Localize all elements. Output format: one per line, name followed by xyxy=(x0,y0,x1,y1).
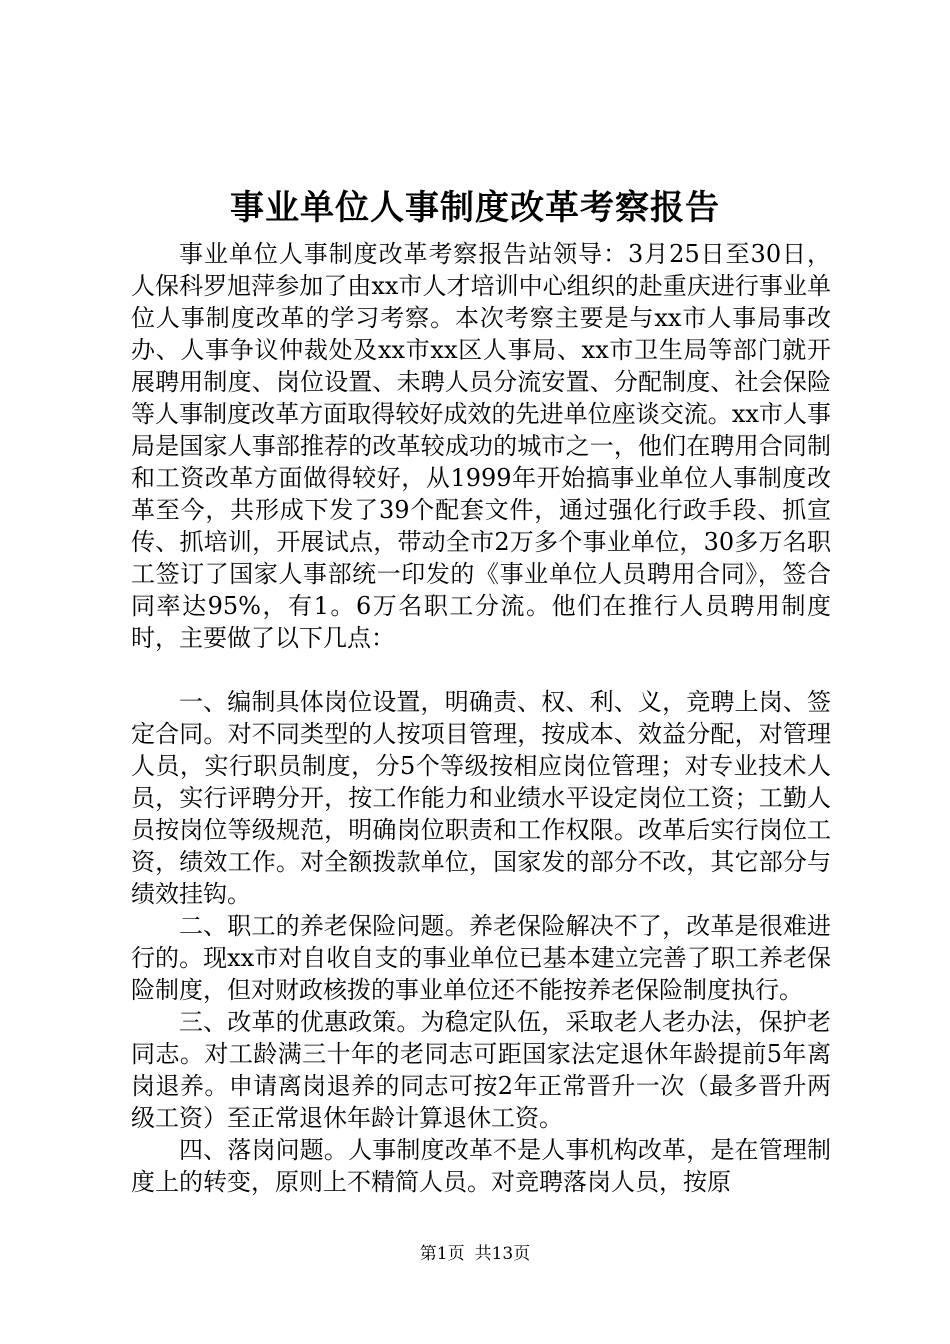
document-title: 事业单位人事制度改革考察报告 xyxy=(230,188,720,228)
paragraph-intro: 事业单位人事制度改革考察报告站领导：3月25日至30日，人保科罗旭萍参加了由xx市人才培训中心组织的赴重庆进行事业单位人事制度改革的学习考察。本次考察主要是与xx市人事局事改办、人事争议仲裁处及xx市xx区人事局、xx市卫生局等部门就开展聘用制度、岗位设置、未聘人员分流安置、分配制度、社会保险等人事制度改革方面取得较好成效的先进单位座谈交流。xx市人事局是国家人事部推荐的改革较成功的城市之一，他们在聘用合同制和工资改革方面做得较好，从1999年开始搞事业单位人事制度改革至今，共形成下发了39个配套文件，通过强化行政手段、抓宣传、抓培训，开展试点，带动全市2万多个事业单位，30多万名职工签订了国家人事部统一印发的《事业单位人员聘用合同》，签合同率达95%，有1。6万名职工分流。他们在推行人员聘用制度时，主要做了以下几点： xyxy=(131,240,831,652)
paragraph-point-2: 二、职工的养老保险问题。养老保险解决不了，改革是很难进行的。现xx市对自收自支的事业单位已基本建立完善了职工养老保险制度，但对财政核拨的事业单位还不能按养老保险制度执行。 xyxy=(131,912,831,1004)
paragraph-point-1: 一、编制具体岗位设置，明确责、权、利、义，竞聘上岗、签定合同。对不同类型的人按项目管理，按成本、效益分配，对管理人员，实行职员制度，分5个等级按相应岗位管理；对专业技术人员，实行评聘分开，按工作能力和业绩水平设定岗位工资；工勤人员按岗位等级规范，明确岗位职责和工作权限。改革后实行岗位工资，绩效工作。对全额拨款单位，国家发的部分不改，其它部分与绩效挂钩。 xyxy=(131,688,831,908)
paragraph-point-3: 三、改革的优惠政策。为稳定队伍，采取老人老办法，保护老同志。对工龄满三十年的老同志可距国家法定退休年龄提前5年离岗退养。申请离岗退养的同志可按2年正常晋升一次（最多晋升两级工资）至正常退休年龄计算退休工资。 xyxy=(131,1008,831,1132)
document-body xyxy=(131,238,831,1198)
page-footer xyxy=(0,1242,950,1266)
page-number: 第1页 xyxy=(419,1244,465,1264)
page-total: 共13页 xyxy=(474,1244,531,1264)
paragraph-point-4: 四、落岗问题。人事制度改革不是人事机构改革，是在管理制度上的转变，原则上不精简人员。对竞聘落岗人员，按原 xyxy=(131,1136,831,1196)
